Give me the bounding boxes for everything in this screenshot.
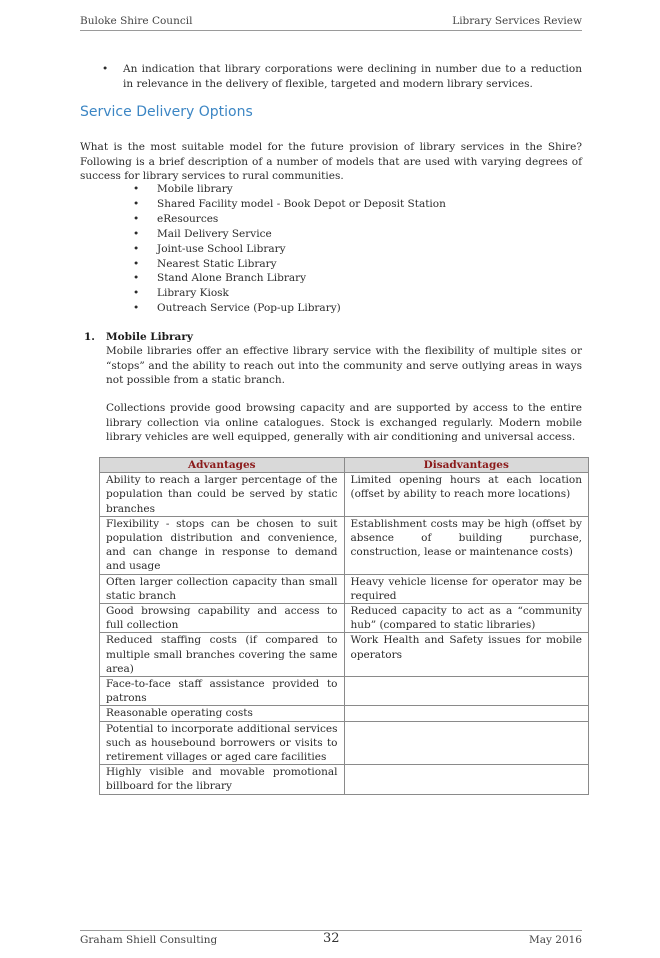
advantage-cell: Often larger collection capacity than small static branch bbox=[100, 574, 345, 603]
list-item-text: Shared Facility model - Book Depot or Deposit Station bbox=[157, 197, 446, 210]
table-row bbox=[100, 473, 589, 517]
table-row bbox=[100, 765, 589, 794]
list-item-text: eResources bbox=[157, 212, 219, 225]
bullet-marker: • bbox=[133, 183, 140, 195]
models-list bbox=[133, 182, 446, 316]
list-item-text: Joint-use School Library bbox=[157, 242, 286, 255]
subsection-title: Mobile Library bbox=[106, 331, 193, 343]
advantage-cell: Reasonable operating costs bbox=[100, 706, 345, 721]
list-item-text: Nearest Static Library bbox=[157, 257, 277, 270]
subsection-paragraph-2: Collections provide good browsing capacity and are supported by access to the entire library collection via online catalogues. Stock is exchanged regularly. Modern mobile library vehicles are well equipped, generally with air conditioning and universal access. bbox=[106, 402, 582, 443]
list-item bbox=[133, 271, 446, 286]
list-item bbox=[133, 242, 446, 257]
table-row bbox=[100, 574, 589, 603]
header-document-title: Library Services Review bbox=[452, 15, 582, 27]
table-row bbox=[100, 604, 589, 633]
intro-bullet-text: An indication that library corporations were declining in number due to a reduction in relevance in the delivery of flexible, targeted and modern library services. bbox=[123, 63, 582, 90]
bullet-marker: • bbox=[133, 227, 140, 240]
list-item-text: Stand Alone Branch Library bbox=[157, 272, 307, 285]
disadvantage-cell bbox=[344, 721, 589, 765]
bullet-marker: • bbox=[133, 242, 140, 255]
advantages-header: Advantages bbox=[100, 458, 345, 473]
list-item-text: Mobile library bbox=[157, 183, 233, 195]
section-intro: What is the most suitable model for the future provision of library services in the Shire? Following is a brief description of a number of models that are used with varying degrees of success for library services to rural communities. bbox=[80, 141, 582, 182]
table-row bbox=[100, 633, 589, 677]
disadvantage-cell: Establishment costs may be high (offset by absence of building purchase, construction, lease or maintenance costs) bbox=[344, 516, 589, 574]
advantage-cell: Good browsing capability and access to full collection bbox=[100, 604, 345, 633]
table-header-row bbox=[100, 458, 589, 473]
bullet-marker: • bbox=[133, 272, 140, 285]
footer-author: Graham Shiell Consulting bbox=[80, 934, 218, 946]
disadvantage-cell bbox=[344, 706, 589, 721]
intro-bullet bbox=[80, 62, 582, 91]
bullet-marker: • bbox=[133, 197, 140, 210]
disadvantage-cell bbox=[344, 677, 589, 706]
advantage-cell: Flexibility - stops can be chosen to suit population distribution and convenience, and can change in response to demand and usage bbox=[100, 516, 345, 574]
page-number: 32 bbox=[323, 931, 340, 946]
list-item bbox=[133, 301, 446, 316]
table-row bbox=[100, 516, 589, 574]
advantage-cell: Potential to incorporate additional services such as housebound borrowers or visits to retirement villages or aged care facilities bbox=[100, 721, 345, 765]
table-body bbox=[100, 473, 589, 794]
bullet-marker: • bbox=[133, 257, 140, 270]
disadvantage-cell: Work Health and Safety issues for mobile operators bbox=[344, 633, 589, 677]
bullet-marker: • bbox=[133, 287, 140, 300]
disadvantage-cell: Reduced capacity to act as a “community hub” (compared to static libraries) bbox=[344, 604, 589, 633]
bullet-marker: • bbox=[133, 212, 140, 225]
footer-date: May 2016 bbox=[528, 934, 582, 946]
advantage-cell: Ability to reach a larger percentage of the population than could be served by static branches bbox=[100, 473, 345, 517]
table-row bbox=[100, 706, 589, 721]
advantages-table bbox=[99, 457, 589, 795]
list-item bbox=[133, 212, 446, 227]
subsection-paragraph-1: Mobile libraries offer an effective library service with the flexibility of multiple sites or “stops” and the ability to reach out into the community and serve outlying areas in ways not possible from a static branch. bbox=[106, 345, 582, 386]
disadvantage-cell bbox=[344, 765, 589, 794]
list-item-text: Library Kiosk bbox=[157, 287, 229, 300]
header-organization: Buloke Shire Council bbox=[80, 15, 193, 27]
list-item bbox=[133, 286, 446, 301]
table-row bbox=[100, 677, 589, 706]
advantage-cell: Reduced staffing costs (if compared to multiple small branches covering the same area) bbox=[100, 633, 345, 677]
advantage-cell: Highly visible and movable promotional billboard for the library bbox=[100, 765, 345, 794]
subsection-heading bbox=[84, 331, 193, 343]
list-item bbox=[133, 257, 446, 272]
list-item bbox=[133, 182, 446, 197]
page-header bbox=[80, 14, 582, 31]
subsection-number: 1. bbox=[84, 331, 95, 343]
section-title: Service Delivery Options bbox=[80, 104, 253, 120]
disadvantage-cell: Limited opening hours at each location (offset by ability to reach more locations) bbox=[344, 473, 589, 517]
bullet-marker: • bbox=[133, 302, 140, 315]
list-item-text: Mail Delivery Service bbox=[157, 227, 272, 240]
table-row bbox=[100, 721, 589, 765]
page-footer bbox=[80, 930, 582, 949]
disadvantages-header: Disadvantages bbox=[344, 458, 589, 473]
list-item-text: Outreach Service (Pop-up Library) bbox=[157, 302, 341, 315]
disadvantage-cell: Heavy vehicle license for operator may be required bbox=[344, 574, 589, 603]
advantage-cell: Face-to-face staff assistance provided to patrons bbox=[100, 677, 345, 706]
list-item bbox=[133, 197, 446, 212]
bullet-marker: • bbox=[102, 63, 109, 75]
list-item bbox=[133, 227, 446, 242]
